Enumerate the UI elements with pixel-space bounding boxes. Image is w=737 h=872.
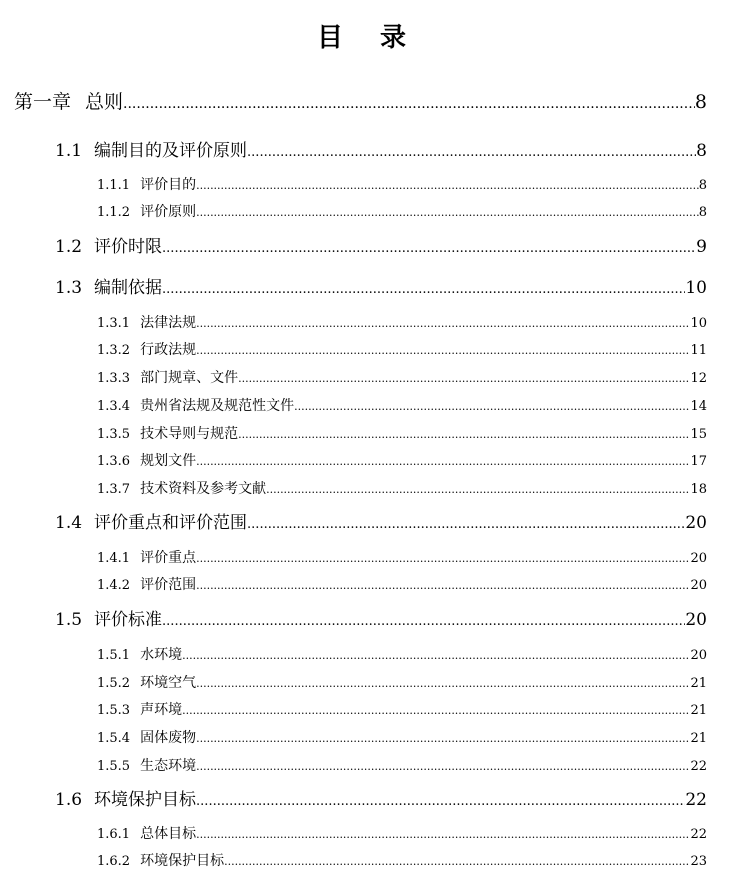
toc-entry-title: 技术导则与规范 bbox=[140, 426, 239, 442]
toc-entry-1-3-7[interactable] bbox=[97, 480, 707, 499]
toc-leader-dots bbox=[247, 142, 696, 164]
toc-leader-dots bbox=[247, 514, 685, 536]
toc-entry-1-5-4[interactable] bbox=[97, 729, 707, 748]
toc-page-number: 22 bbox=[690, 759, 707, 774]
toc-page-number: 21 bbox=[690, 731, 707, 746]
toc-entry-1-1-2[interactable] bbox=[97, 203, 707, 222]
toc-entry-title: 总体目标 bbox=[140, 826, 197, 842]
toc-leader-dots bbox=[266, 481, 690, 499]
toc-page-number: 10 bbox=[690, 316, 707, 331]
toc-entry-title: 评价原则 bbox=[140, 204, 197, 220]
toc-page-number: 20 bbox=[690, 551, 707, 566]
toc-entry-title: 编制依据 bbox=[94, 278, 163, 298]
toc-page-number: 20 bbox=[685, 610, 707, 630]
toc-entry-1-1-1[interactable] bbox=[97, 176, 707, 195]
toc-leader-dots bbox=[123, 92, 695, 116]
toc-entry-number: 1.3.6 bbox=[97, 454, 131, 469]
toc-leader-dots bbox=[196, 577, 690, 595]
toc-page-number: 20 bbox=[685, 513, 707, 533]
toc-leader-dots bbox=[196, 315, 690, 333]
toc-entry-number: 1.3.7 bbox=[97, 482, 131, 497]
toc-entry-number: 1.3.3 bbox=[97, 371, 131, 386]
toc-entry-chapter-1[interactable] bbox=[14, 90, 707, 116]
toc-leader-dots bbox=[196, 204, 699, 222]
toc-entry-1-3-5[interactable] bbox=[97, 425, 707, 444]
toc-page-number: 17 bbox=[690, 454, 707, 469]
toc-leader-dots bbox=[196, 826, 690, 844]
toc-entry-number: 1.1.2 bbox=[97, 205, 131, 220]
toc-entry-1-5[interactable] bbox=[55, 609, 707, 633]
toc-leader-dots bbox=[196, 758, 690, 776]
toc-page-number: 22 bbox=[690, 827, 707, 842]
toc-entry-title: 生态环境 bbox=[140, 758, 197, 774]
toc-entry-1-4-1[interactable] bbox=[97, 549, 707, 568]
toc-entry-1-3[interactable] bbox=[55, 277, 707, 301]
toc-entry-title: 法律法规 bbox=[140, 315, 197, 331]
toc-entry-title: 总则 bbox=[85, 91, 124, 113]
toc-entry-title: 贵州省法规及规范性文件 bbox=[140, 398, 295, 414]
toc-entry-1-4[interactable] bbox=[55, 512, 707, 536]
toc-entry-title: 评价重点和评价范围 bbox=[94, 513, 248, 533]
toc-entry-1-6-1[interactable] bbox=[97, 825, 707, 844]
toc-page-number: 14 bbox=[690, 399, 707, 414]
toc-entry-1-5-3[interactable] bbox=[97, 701, 707, 720]
toc-entry-title: 声环境 bbox=[140, 702, 183, 718]
toc-entry-1-3-4[interactable] bbox=[97, 397, 707, 416]
toc-entry-number: 1.3.5 bbox=[97, 427, 131, 442]
toc-entry-1-5-1[interactable] bbox=[97, 646, 707, 665]
toc-leader-dots bbox=[196, 675, 690, 693]
toc-entry-title: 环境空气 bbox=[140, 675, 197, 691]
toc-leader-dots bbox=[182, 702, 690, 720]
toc-entry-number: 1.2 bbox=[55, 237, 83, 257]
toc-entry-number: 1.5 bbox=[55, 610, 83, 630]
toc-entry-1-6[interactable] bbox=[55, 789, 707, 813]
toc-entry-title: 编制目的及评价原则 bbox=[94, 141, 248, 161]
toc-entry-title: 评价重点 bbox=[140, 550, 197, 566]
toc-entry-number: 1.4.1 bbox=[97, 551, 131, 566]
toc-entry-number: 第一章 bbox=[14, 91, 72, 113]
toc-page-number: 8 bbox=[696, 141, 707, 161]
toc-page-number: 11 bbox=[690, 343, 707, 358]
toc-entry-1-5-5[interactable] bbox=[97, 757, 707, 776]
toc-page-number: 9 bbox=[696, 237, 707, 257]
toc-entry-number: 1.6 bbox=[55, 790, 83, 810]
toc-leader-dots bbox=[196, 550, 690, 568]
toc-page-number: 20 bbox=[690, 578, 707, 593]
toc-entry-number: 1.6.2 bbox=[97, 854, 131, 869]
toc-entry-number: 1.1.1 bbox=[97, 178, 131, 193]
toc-leader-dots bbox=[182, 647, 690, 665]
toc-leader-dots bbox=[196, 177, 699, 195]
toc-entry-1-3-3[interactable] bbox=[97, 369, 707, 388]
toc-entry-title: 评价时限 bbox=[94, 237, 163, 257]
toc-entry-number: 1.5.2 bbox=[97, 676, 131, 691]
toc-entry-number: 1.4 bbox=[55, 513, 83, 533]
page-title: 目 录 bbox=[316, 23, 421, 53]
toc-entry-title: 评价目的 bbox=[140, 177, 197, 193]
toc-leader-dots bbox=[224, 853, 690, 871]
toc-page-number: 10 bbox=[685, 278, 707, 298]
toc-page-number: 20 bbox=[690, 648, 707, 663]
toc-entry-title: 评价标准 bbox=[94, 610, 163, 630]
toc-entry-number: 1.3.1 bbox=[97, 316, 131, 331]
toc-entry-title: 规划文件 bbox=[140, 453, 197, 469]
toc-leader-dots bbox=[294, 398, 690, 416]
toc-entry-1-3-6[interactable] bbox=[97, 452, 707, 471]
toc-entry-title: 评价范围 bbox=[140, 577, 197, 593]
toc-page-number: 8 bbox=[698, 205, 707, 220]
toc-entry-title: 部门规章、文件 bbox=[140, 370, 239, 386]
toc-entry-title: 环境保护目标 bbox=[140, 853, 225, 869]
toc-page-number: 18 bbox=[690, 482, 707, 497]
toc-entry-title: 行政法规 bbox=[140, 342, 197, 358]
toc-page-number: 8 bbox=[698, 178, 707, 193]
toc-leader-dots bbox=[196, 730, 690, 748]
toc-entry-1-5-2[interactable] bbox=[97, 674, 707, 693]
toc-entry-1-3-1[interactable] bbox=[97, 314, 707, 333]
toc-entry-1-2[interactable] bbox=[55, 236, 707, 260]
toc-entry-number: 1.4.2 bbox=[97, 578, 131, 593]
toc-leader-dots bbox=[196, 342, 690, 360]
toc-entry-number: 1.5.1 bbox=[97, 648, 131, 663]
toc-entry-title: 固体废物 bbox=[140, 730, 197, 746]
toc-entry-number: 1.5.3 bbox=[97, 703, 131, 718]
toc-entry-number: 1.5.4 bbox=[97, 731, 131, 746]
toc-page-number: 21 bbox=[690, 703, 707, 718]
toc-leader-dots bbox=[238, 370, 690, 388]
toc-leader-dots bbox=[196, 791, 685, 813]
toc-entry-title: 水环境 bbox=[140, 647, 183, 663]
toc-page-number: 22 bbox=[685, 790, 707, 810]
toc-leader-dots bbox=[162, 238, 696, 260]
toc-entry-number: 1.3 bbox=[55, 278, 83, 298]
toc-leader-dots bbox=[162, 611, 685, 633]
toc-leader-dots bbox=[238, 426, 690, 444]
toc-entry-1-4-2[interactable] bbox=[97, 576, 707, 595]
toc-page-number: 23 bbox=[690, 854, 707, 869]
toc-entry-1-6-2[interactable] bbox=[97, 852, 707, 871]
toc-entry-1-3-2[interactable] bbox=[97, 341, 707, 360]
toc-entry-title: 环境保护目标 bbox=[94, 790, 197, 810]
toc-entry-number: 1.6.1 bbox=[97, 827, 131, 842]
toc-page-number: 21 bbox=[690, 676, 707, 691]
toc-entry-number: 1.1 bbox=[55, 141, 83, 161]
toc-entry-number: 1.3.4 bbox=[97, 399, 131, 414]
toc-entry-number: 1.5.5 bbox=[97, 759, 131, 774]
toc-entry-1-1[interactable] bbox=[55, 140, 707, 164]
toc-leader-dots bbox=[196, 453, 690, 471]
toc-entry-number: 1.3.2 bbox=[97, 343, 131, 358]
toc-entry-title: 技术资料及参考文献 bbox=[140, 481, 267, 497]
toc-page-number: 15 bbox=[690, 427, 707, 442]
toc-leader-dots bbox=[162, 279, 685, 301]
toc-page-number: 12 bbox=[690, 371, 707, 386]
toc-page-number: 8 bbox=[694, 91, 707, 113]
